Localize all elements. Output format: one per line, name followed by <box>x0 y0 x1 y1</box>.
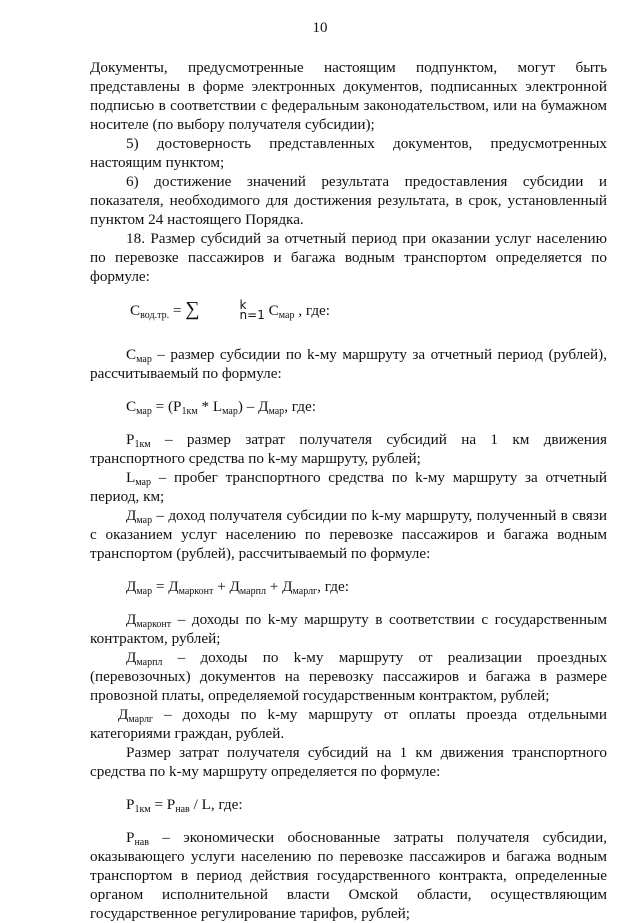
sum-upper-limit: k <box>239 298 247 312</box>
formula-text: , где: <box>294 302 331 319</box>
definition-l-mar: $L_{мар}$ – пробег транспортного средства по k-му маршруту за отчетный период, км; <box>90 469 607 505</box>
formula-text: = <box>169 302 186 319</box>
formula-p-1km: $Р_{1км} = Р_{нав} / L$, где: <box>126 796 243 815</box>
paragraph-documents-forms: Документы, предусмотренные настоящим подпунктом, могут быть представлены в форме электронных документов, подписанных электронной подписью в соответствии с федеральным законодательством, или на бумажном носителе (по выбору получателя субсидии); <box>90 59 607 133</box>
formula-c-mar: $С_{мар} = (Р_{1км} * L_{мар}) - Д_{мар}$, где: <box>126 398 316 417</box>
definition-d-markont: $Д_{марконт}$ – доходы по k-му маршруту в соответствии с государственным контрактом, рублей; <box>90 611 607 647</box>
sum-lower-limit: n=1 <box>239 308 265 322</box>
definition-c-mar: $С_{мар}$ – размер субсидии по k-му маршруту за отчетный период (рублей), рассчитываемый по формуле: <box>90 346 607 382</box>
definition-p-1km: $Р_{1км}$ – размер затрат получателя субсидий на 1 км движения транспортного средства по k-му маршруту, рублей; <box>90 431 607 467</box>
definition-p-nav: $Р_{нав}$ – экономически обоснованные затраты получателя субсидии, оказывающего услуги населению по перевозке пассажиров и багажа водным транспортом в период действия государственного контракта, определенные органом исполнительной власти Омской области, осуществляющим государственное регулирование тарифов, рублей; <box>90 829 607 922</box>
formula-d-mar: $Д_{мар} = Д_{марконт} + Д_{марпл} + Д_{марлг}$, где: <box>126 578 349 597</box>
definition-d-marpl: $Д_{марпл}$ – доходы по k-му маршруту от реализации проездных (перевозочных) документов на перевозку пассажиров и багажа в размере провозной платы, определяемой государственным контрактом, рублей; <box>90 649 607 704</box>
paragraph-cost-per-km: Размер затрат получателя субсидий на 1 км движения транспортного средства по k-му маршруту определяется по формуле: <box>90 744 607 780</box>
formula-subscript: вод.тр. <box>140 310 170 321</box>
document-body <box>90 58 607 923</box>
sum-symbol: ∑ <box>185 298 200 320</box>
definition-d-marlg: $Д_{марлг}$ – доходы по k-му маршруту от оплаты проезда отдельными категориями граждан, рублей. <box>90 706 607 742</box>
sum-limits <box>200 300 265 320</box>
paragraph-item-6: 6) достижение значений результата предоставления субсидии и показателя, необходимого для достижения результата, в срок, установленный пунктом 24 настоящего Порядка. <box>90 173 607 228</box>
definition-d-mar: $Д_{мар}$ – доход получателя субсидии по k-му маршруту, полученный в связи с оказанием услуг населению по перевозке пассажиров и багажа водным транспортом (рублей), рассчитываемый по формуле: <box>90 507 607 562</box>
formula-subscript: мар <box>278 310 295 321</box>
formula-text: С <box>264 302 279 319</box>
paragraph-item-5: 5) достоверность представленных документов, предусмотренных настоящим пунктом; <box>90 135 607 171</box>
formula-symbol: С <box>130 302 141 319</box>
paragraph-item-18: 18. Размер субсидий за отчетный период при оказании услуг населению по перевозке пассажиров и багажа водным транспортом определяется по формуле: <box>90 230 607 285</box>
formula-total-subsidy <box>90 300 607 320</box>
page-number: 10 <box>312 20 328 36</box>
